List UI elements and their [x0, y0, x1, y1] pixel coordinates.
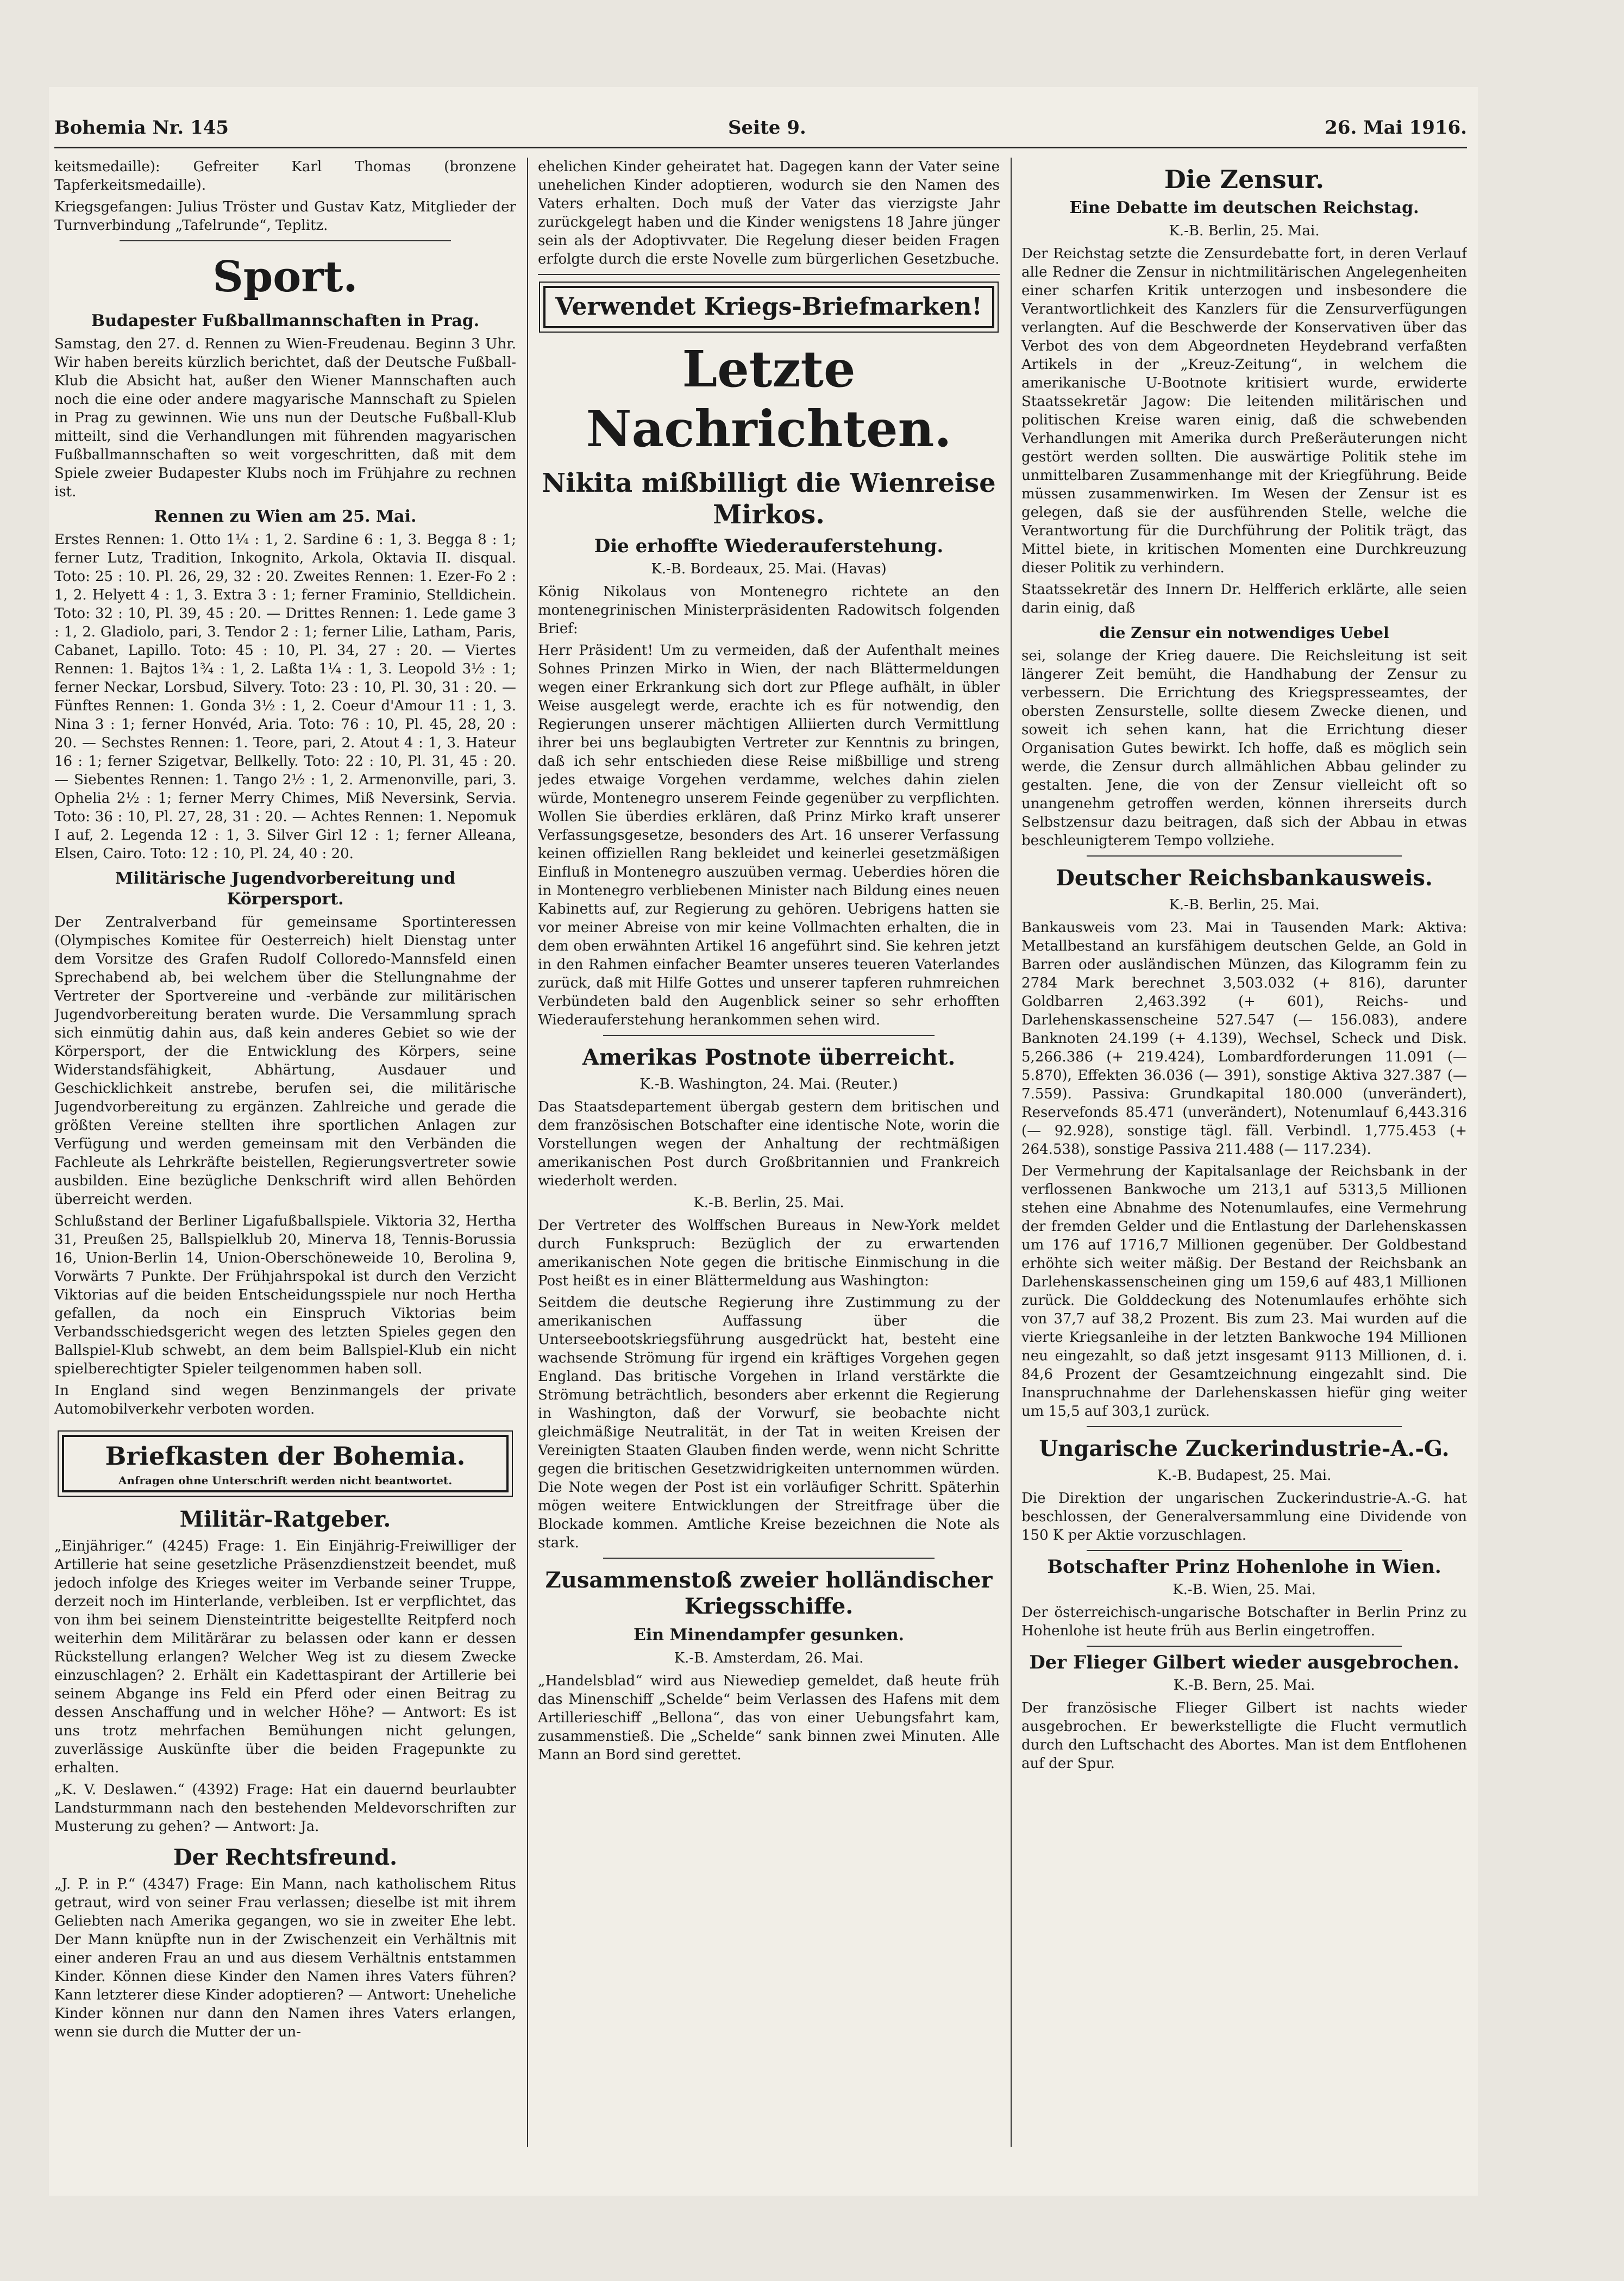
- text-gilbert: Der französische Flieger Gilbert ist nachts wieder ausgebrochen. Er bewerkstelligte die Flucht vermutlich durch den Luftschacht des Abortes. Man ist dem Entflohenen auf der Spur.: [1021, 1700, 1467, 1772]
- heading-letzte-nachrichten: Letzte Nachrichten.: [586, 340, 952, 458]
- heading-amerika: Amerikas Postnote überreicht.: [582, 1045, 956, 1070]
- column-1: [54, 158, 516, 2151]
- text-nikita-intro: König Nikolaus von Montenegro richtete an den montenegrinischen Ministerpräsidenten Radowitsch folgenden Brief:: [538, 584, 1000, 637]
- text-zensur-2: Staatssekretär des Innern Dr. Helfferich erklärte, alle seien darin einig, daß: [1021, 582, 1467, 616]
- masthead-date: 26. Mai 1916.: [1325, 117, 1467, 139]
- heading-sport: Sport.: [212, 252, 358, 302]
- heading-rennen: Rennen zu Wien am 25. Mai.: [154, 507, 417, 526]
- dateline-berlin-reichsbank: K.-B. Berlin, 25. Mai.: [1169, 897, 1320, 913]
- dateline-washington: K.-B. Washington, 24. Mai. (Reuter.): [639, 1076, 898, 1092]
- text-militaer-1: „Einjähriger.“ (4245) Frage: 1. Ein Einjährig-Freiwilliger der Artillerie hat seine gesetzliche Präsenzdienstzeit beendet, muß jedoch infolge des Krieges weiter im Verbande seiner Truppe, derzeit noch im Hinterlande, verbleiben. Ist er verpflichtet, das von ihm bei seinem Diensteintritte beigestellte Reitpferd noch weiterhin dem Militärärar zu belassen oder kann er dessen Rückstellung erlangen? Welcher Weg ist zu diesem Zwecke einzuschlagen? 2. Erhält ein Kadettaspirant der Artillerie bei seinem Abgange ins Feld ein Pferd oder einen Beitrag zu dessen Anschaffung und in welcher Höhe? — Antwort: Es ist uns trotz mehrfachen Bemühungen nicht gelungen, zuverlässige Auskünfte über die beiden Fragepunkte zu erhalten.: [54, 1538, 516, 1776]
- section-rule: [1087, 855, 1402, 857]
- section-rule: [1087, 1550, 1402, 1551]
- dateline-budapest: K.-B. Budapest, 25. Mai.: [1157, 1467, 1332, 1484]
- dateline-bern: K.-B. Bern, 25. Mai.: [1173, 1677, 1315, 1693]
- text-hohenlohe: Der österreichisch-ungarische Botschafter in Berlin Prinz zu Hohenlohe ist heute früh aus Berlin eingetroffen.: [1021, 1604, 1467, 1639]
- text-amerika-2: Der Vertreter des Wolffschen Bureaus in New-York meldet durch Funkspruch: Bezüglich der zu erwartenden amerikanischen Note gegen die britische Einmischung in die Post heißt es in einer Blättermeldung aus Washington:: [538, 1217, 1000, 1289]
- column-3: [1021, 158, 1467, 2151]
- heading-gilbert: Der Flieger Gilbert wieder ausgebrochen.: [1029, 1652, 1459, 1673]
- dateline-wien: K.-B. Wien, 25. Mai.: [1172, 1582, 1316, 1598]
- text-amerika-1: Das Staatsdepartement übergab gestern dem britischen und dem französischen Botschafter eine identische Note, worin die Vorstellungen wegen der Anhaltung der rechtmäßigen amerikanischen Post durch Großbritannien und Frankreich wiederholt werden.: [538, 1099, 1000, 1189]
- text-reichsbank-2: Der Vermehrung der Kapitalsanlage der Reichsbank in der verflossenen Bankwoche um 213,1 auf 5313,5 Millionen stehen eine Abnahme des Notenumlaufes, eine Vermehrung der fremden Gelder und die Entlastung der Darlehenskassen um 176 auf 1716,7 Millionen gegenüber. Der Goldbestand erhöhte sich weiter mäßig. Der Bestand der Reichsbank an Darlehenskassenscheinen ging um 159,6 auf 483,1 Millionen zurück. Die Golddeckung des Notenumlaufes erhöhte sich von 37,7 auf 38,2 Prozent. Bis zum 23. Mai wurden auf die vierte Kriegsanleihe in der letzten Bankwoche 194 Millionen neu eingezahlt, so daß jetzt insgesamt 9113 Millionen, d. i. 84,6 Prozent der Gesamtzeichnung eingezahlt sind. Die Inanspruchnahme der Darlehenskassen hiefür ging weiter um 15,5 auf 303,1 zurück.: [1021, 1163, 1467, 1420]
- text-kriegsgefangen: Kriegsgefangen: Julius Tröster und Gustav Katz, Mitglieder der Turnverbindung „Tafelrunde“, Teplitz.: [54, 199, 516, 234]
- heading-hohenlohe: Botschafter Prinz Hohenlohe in Wien.: [1047, 1556, 1441, 1578]
- heading-nikita: Nikita mißbilligt die Wienreise Mirkos.: [542, 468, 996, 530]
- briefkasten-box: [62, 1435, 509, 1492]
- dateline-berlin-zensur: K.-B. Berlin, 25. Mai.: [1169, 223, 1320, 239]
- masthead-paper-number: Bohemia Nr. 145: [54, 117, 229, 139]
- briefmarken-banner-text: Verwendet Kriegs-Briefmarken!: [555, 293, 982, 321]
- text-liga: Schlußstand der Berliner Ligafußballspiele. Viktoria 32, Hertha 31, Preußen 25, Ballspielklub 20, Minerva 18, Tennis-Borussia 16, Union-Berlin 14, Union-Oberschöneweide 10, Berolina 9, Vorwärts 7 Punkte. Der Frühjahrspokal ist durch den Verzicht Viktorias auf die beiden Entscheidungsspiele nur noch Hertha gefallen, da noch ein Einspruch Viktorias beim Verbandsschiedsgericht wegen des letzten Spieles gegen den Ballspiel-Klub schwebt, an dem beim Ballspiel-Klub ein nicht spielberechtigter Spieler teilgenommen haben soll.: [54, 1213, 516, 1377]
- text-jugend: Der Zentralverband für gemeinsame Sportinteressen (Olympisches Komitee für Oesterreich) hielt Dienstag unter dem Vorsitze des Grafen Rudolf Colloredo-Mannsfeld einen Sprechabend ab, bei welchem über die Stellungnahme der Vertreter der Sportvereine und -verbände zur militärischen Jugendvorbereitung beraten wurde. Die Versammlung sprach sich einmütig dahin aus, daß kein anderes Gebiet so wie der Körpersport, der die Entwicklung des Körpers, seine Widerstandsfähigkeit, Abhärtung, Ausdauer und Geschicklichkeit anstrebe, berufen sei, die militärische Jugendvorbereitung zu ergänzen. Zahlreiche und gerade die größten Vereine stellten ihre sportlichen Anlagen zur Verfügung und werden gemeinsam mit den Verbänden die Fachleute als Lehrkräfte beistellen, Regierungsvertreter sowie ausbilden. Eine bezügliche Denkschrift wird allen Behörden überreicht werden.: [54, 914, 516, 1208]
- text-zusammenstoss: „Handelsblad“ wird aus Niewediep gemeldet, daß heute früh das Minenschiff „Schelde“ beim Verlassen des Hafens mit dem Artillerieschiff „Bellona“, das von einer Uebungsfahrt kam, zusammenstieß. Die „Schelde“ sank binnen zwei Minuten. Alle Mann an Bord sind gerettet.: [538, 1673, 1000, 1763]
- briefkasten-title: Briefkasten der Bohemia.: [105, 1441, 466, 1471]
- text-nikita-brief: Herr Präsident! Um zu vermeiden, daß der Aufenthalt meines Sohnes Prinzen Mirko in Wien, der nach Blättermeldungen wegen einer Erkrankung sich dort zur Pflege aufhält, in übler Weise ausgelegt werde, erachte ich es für notwendig, den Regierungen unserer mächtigen Alliierten durch Vermittlung ihrer bei uns beglaubigten Vertreter zur Kenntnis zu bringen, daß ich sehr entschieden diese Reise mißbillige und streng jedes etwaige Vorgehen verdamme, welches dahin zielen würde, Montenegro unserem Feinde gegenüber zu verpflichten. Wollen Sie überdies erklären, daß Prinz Mirko kraft unserer Verfassungsgesetze, besonders des Art. 16 unserer Verfassung keinen offiziellen Rang bekleidet und keinerlei gesetzmäßigen Einfluß in Montenegro auszuüben vermag. Ueberdies hören die in Montenegro verbliebenen Minister nach Bildung eines neuen Kabinetts auf, zur Regierung zu gehören. Uebrigens hatten sie vor meiner Abreise von mir keine Vollmachten erhalten, die in dem oben erwähnten Artikel 16 angeführt sind. Sie kehren jetzt in den Rahmen einfacher Beamter unseres teueren Vaterlandes zurück, daß mit Hilfe Gottes und unserer tapferen ruhmreichen Verbündeten bald den Augenblick seiner so sehr erhofften Wiederauferstehung herankommen sehen wird.: [538, 642, 1000, 1028]
- text-militaer-2: „K. V. Deslawen.“ (4392) Frage: Hat ein dauernd beurlaubter Landsturmmann nach den bestehenden Meldevorschriften zur Musterung zu gehen? — Antwort: Ja.: [54, 1782, 516, 1835]
- text-amerika-3: Seitdem die deutsche Regierung ihre Zustimmung zu der amerikanischen Auffassung über die Unterseebootskriegsführung ausgedrückt hat, besteht eine wachsende Strömung für irgend ein kräftiges Vorgehen gegen England. Das britische Vorgehen in Irland verstärkte die Strömung beträchtlich, besonders aber erkennt die Regierung in Washington, daß der Vorwurf, sie beobachte nicht gleichmäßige Neutralität, in der Tat in weiten Kreisen der Vereinigten Staaten Glauben finden werde, wenn nicht Schritte gegen die britischen Gesetzwidrigkeiten unternommen würden. Die Note wegen der Post ist ein vorläufiger Schritt. Späterhin mögen weitere Entwicklungen der Streitfrage über die Blockade kommen. Amtliche Kreise bezeichnen die Note als stark.: [538, 1295, 1000, 1551]
- masthead: [54, 117, 1467, 149]
- text-zensur-4: sei, solange der Krieg dauere. Die Reichsleitung ist seit längerer Zeit bemüht, die Handhabung der Zensur zu verbessern. Die Errichtung des Kriegspresseamtes, der obersten Zensurstelle, sollte diesem Zwecke dienen, und soweit ich sehen kann, hat die Errichtung dieser Organisation Gutes bewirkt. Ich hoffe, daß es möglich sein werde, die Zensur durch allmählichen Abbau gelinder zu gestalten. Jene, die von der Zensur vielleicht oft so unangenehm getroffen werden, können ihrerseits durch Selbstzensur dazu beitragen, daß sich der Abbau in etwas beschleunigterem Tempo vollziehe.: [1021, 648, 1467, 849]
- heading-fussball: Budapester Fußballmannschaften in Prag.: [91, 311, 480, 330]
- text-zensur-1: Der Reichstag setzte die Zensurdebatte fort, in deren Verlauf alle Redner die Zensur in nichtmilitärischen Angelegenheiten einer scharfen Kritik unterzogen und insbesondere die Verantwortlichkeit des Kanzlers für die Zensurverfügungen verlangten. Auf die Beschwerde der Konservativen über das Verbot des von dem Abgeordneten Heydebrand verfaßten Artikels in der „Kreuz-Zeitung“, in welchem die amerikanische U-Bootnote kritisiert wurde, erwiderte Staatssekretär Jagow: Die leitenden militärischen und politischen Kreise waren einig, daß die schwebenden Verhandlungen mit Amerika durch Preßeräuterungen nicht gestört werden sollten. Die auswärtige Politik stehe im unmittelbaren Zusammenhange mit der Kriegführung. Beide müssen zusammenwirken. Im Wesen der Zensur ist es gelegen, daß sie der ausführenden Stelle, welche die Verantwortung für die Durchführung der Politik trägt, das Mittel biete, in kritischen Momenten eine Durchkreuzung dieser Politik zu verhindern.: [1021, 246, 1467, 576]
- column-2: [538, 158, 1000, 2151]
- heading-reichsbank: Deutscher Reichsbankausweis.: [1056, 865, 1433, 891]
- heading-zusammenstoss: Zusammenstoß zweier holländischer Kriegsschiffe.: [545, 1567, 993, 1619]
- text-zuckerindustrie: Die Direktion der ungarischen Zuckerindustrie-A.-G. hat beschlossen, der Generalversammlung eine Dividende von 150 K per Aktie vorzuschlagen.: [1021, 1490, 1467, 1543]
- text-zensur-uebel: die Zensur ein notwendiges Uebel: [1099, 624, 1389, 642]
- text-tapferkeit: keitsmedaille): Gefreiter Karl Thomas (bronzene Tapferkeitsmedaille).: [54, 159, 516, 193]
- section-rule: [538, 274, 1000, 275]
- section-rule: [1087, 1426, 1402, 1427]
- heading-militaer: Militär-Ratgeber.: [179, 1507, 391, 1532]
- briefkasten-subtitle: Anfragen ohne Unterschrift werden nicht beantwortet.: [118, 1474, 453, 1487]
- section-rule: [603, 1035, 935, 1036]
- text-rennen: Erstes Rennen: 1. Otto 1¼ : 1, 2. Sardine 6 : 1, 3. Begga 8 : 1; ferner Lutz, Tradition, Inkognito, Arkola, Oktavia II. disqual. Toto: 25 : 10. Pl. 26, 29, 32 : 20. Zweites Rennen: 1. Ezer-Fo 2 : 1, 2. Helyett 4 : 1, 3. Extra 3 : 1; ferner Framinio, Stelldichein. Toto: 32 : 10, Pl. 39, 45 : 20. — Drittes Rennen: 1. Lede game 3 : 1, 2. Gladiolo, pari, 3. Tendor 2 : 1; ferner Lilie, Latham, Paris, Cabanet, Lapillo. Toto: 45 : 10, Pl. 34, 27 : 20. — Viertes Rennen: 1. Bajtos 1¾ : 1, 2. Laßta 1¼ : 1, 3. Leopold 3½ : 1; ferner Neckar, Lorsbud, Silvery. Toto: 23 : 10, Pl. 30, 31 : 20. — Fünftes Rennen: 1. Gonda 3½ : 1, 2. Coeur d'Amour 11 : 1, 3. Nina 3 : 1; ferner Honvéd, Aria. Toto: 76 : 10, Pl. 45, 28, 20 : 20. — Sechstes Rennen: 1. Teore, pari, 2. Atout 4 : 1, 3. Hateur 16 : 1; ferner Szigetvar, Bellkelly. Toto: 22 : 10, Pl. 31, 45 : 20. — Siebentes Rennen: 1. Tango 2½ : 1, 2. Armenonville, pari, 3. Ophelia 2½ : 1; ferner Merry Chimes, Miß Neversink, Servia. Toto: 36 : 10, Pl. 27, 28, 31 : 20. — Achtes Rennen: 1. Nepomuk I auf, 2. Legenda 12 : 1, 3. Silver Girl 12 : 1; ferner Alleana, Elsen, Cairo. Toto: 12 : 10, Pl. 24, 40 : 20.: [54, 532, 516, 862]
- section-rule: [120, 240, 451, 241]
- masthead-page-number: Seite 9.: [728, 117, 806, 139]
- heading-jugend: Militärische Jugendvorbereitung und Körpersport.: [115, 869, 456, 909]
- text-england: In England sind wegen Benzinmangels der private Automobilverkehr verboten worden.: [54, 1383, 516, 1417]
- dateline-amsterdam: K.-B. Amsterdam, 26. Mai.: [674, 1650, 864, 1666]
- masthead-rule: [54, 147, 1467, 148]
- dateline-berlin: K.-B. Berlin, 25. Mai.: [693, 1195, 844, 1211]
- section-rule: [1087, 1646, 1402, 1647]
- briefmarken-banner: [543, 286, 994, 328]
- text-fussball: Samstag, den 27. d. Rennen zu Wien-Freudenau. Beginn 3 Uhr. Wir haben bereits kürzlich berichtet, daß der Deutsche Fußball-Klub die Absicht hat, außer den Wiener Mannschaften auch noch die eine oder andere magyarische Mannschaft zu Spielen in Prag zu gewinnen. Wie uns nun der Deutsche Fußball-Klub mitteilt, sind die Verhandlungen mit führenden magyarischen Fußballmannschaften so weit vorgeschritten, daß mit dem Spiele zweier Budapester Klubs noch im Frühjahre zu rechnen ist.: [54, 336, 516, 500]
- heading-rechtsfreund: Der Rechtsfreund.: [173, 1845, 398, 1870]
- section-rule: [603, 1558, 935, 1559]
- heading-zensur: Die Zensur.: [1164, 165, 1325, 194]
- heading-zuckerindustrie: Ungarische Zuckerindustrie-A.-G.: [1039, 1436, 1450, 1461]
- text-rechtsfreund: „J. P. in P.“ (4347) Frage: Ein Mann, nach katholischem Ritus getraut, wird von seiner Frau verlassen; dieselbe ist mit ihrem Geliebten nach Amerika gegangen, wo sie in zweiter Ehe lebt. Der Mann knüpfte nun in der Zwischenzeit ein Verhältnis mit einer anderen Frau an und aus diesem Verhältnis entstammen Kinder. Können diese Kinder den Namen ihres Vaters führen? Kann letzterer diese Kinder adoptieren? — Antwort: Uneheliche Kinder können nur dann den Namen ihres Vaters erlangen, wenn sie durch die Mutter der un-: [54, 1876, 516, 2040]
- text-reichsbank: Bankausweis vom 23. Mai in Tausenden Mark: Aktiva: Metallbestand an kursfähigem deutschen Gelde, an Gold in Barren oder ausländischen Münzen, das Kilogramm fein zu 2784 Mark berechnet 3,503.032 (+ 816), darunter Goldbarren 2,463.392 (+ 601), Reichs- und Darlehenskassenscheine 527.547 (— 156.083), andere Banknoten 24.199 (+ 4.139), Wechsel, Scheck und Disk. 5,266.386 (+ 219.424), Lombardforderungen 11.091 (— 5.870), Effekten 36.036 (— 391), sonstige Aktiva 327.387 (— 7.559). Passiva: Grundkapital 180.000 (unverändert), Reservefonds 85.471 (unverändert), Notenumlauf 6,443.316 (— 92.928), sonstige tägl. fäll. Verbindl. 1,775.453 (+ 264.538), sonstige Passiva 211.488 (— 117.234).: [1021, 920, 1467, 1158]
- heading-wiederauferstehung: Die erhoffte Wiederauferstehung.: [594, 535, 944, 557]
- column-divider-2: [1011, 158, 1012, 2147]
- heading-debatte: Eine Debatte im deutschen Reichstag.: [1069, 198, 1419, 217]
- column-divider-1: [527, 158, 528, 2147]
- text-adoption: ehelichen Kinder geheiratet hat. Dagegen kann der Vater seine unehelichen Kinder adoptieren, wodurch sie den Namen des Vaters erhalten. Doch muß der Vater das vierzigste Jahr zurückgelegt haben und die Kinder wenigstens 18 Jahre jünger sein als der Adoptivvater. Die Regelung dieser beiden Fragen erfolgte durch die erste Novelle zum bürgerlichen Gesetzbuche.: [538, 159, 1000, 267]
- dateline-bordeaux: K.-B. Bordeaux, 25. Mai. (Havas): [651, 561, 887, 577]
- heading-minendampfer: Ein Minendampfer gesunken.: [634, 1626, 904, 1645]
